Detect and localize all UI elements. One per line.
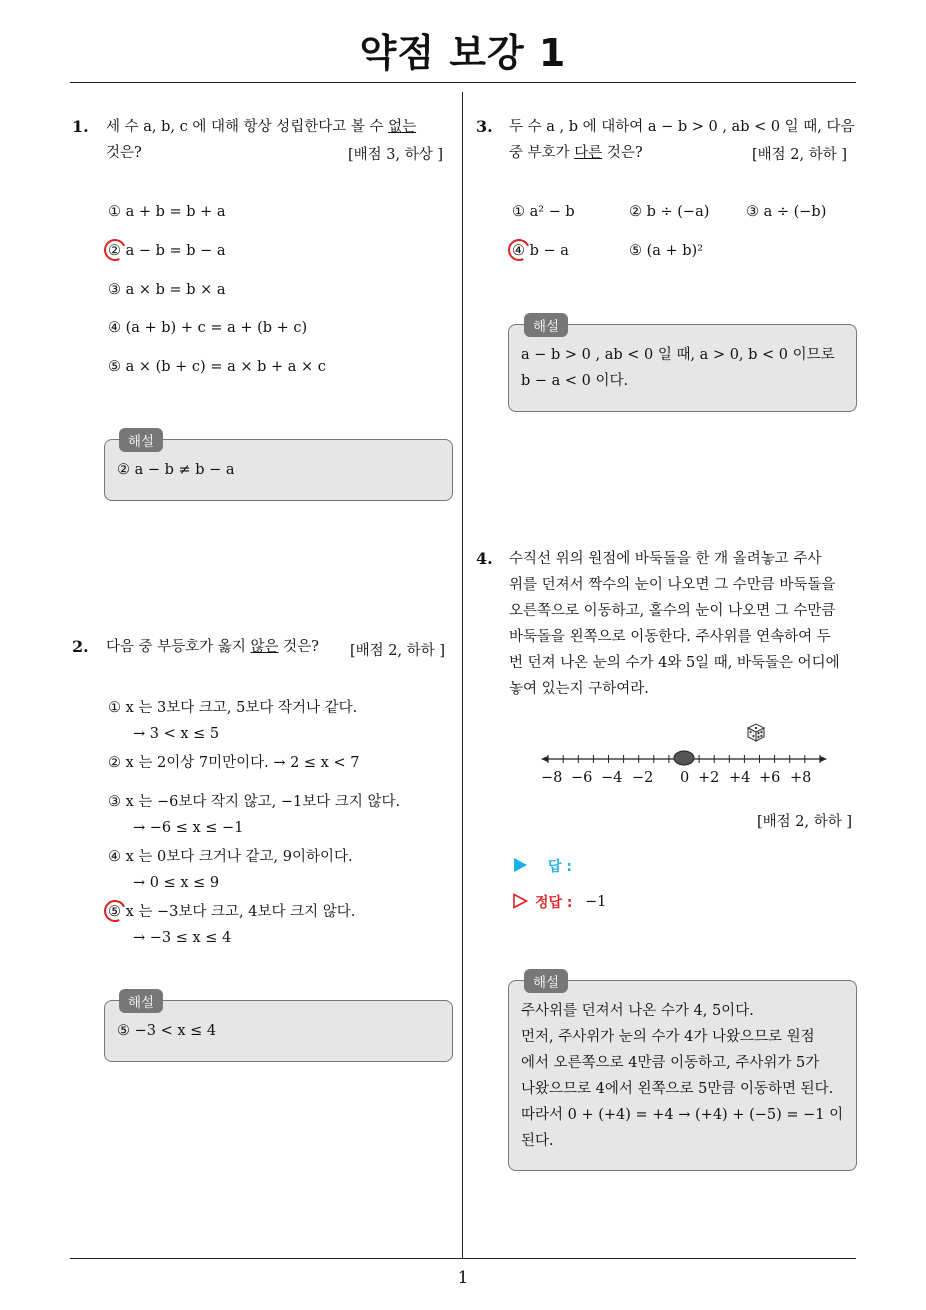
q4-text-line6: 놓여 있는지 구하여라. [509, 681, 649, 697]
q4-number: 4. [476, 549, 493, 568]
q3-meta: [배점 2, 하하 ] [752, 147, 848, 163]
q2-number: 2. [72, 637, 89, 656]
q3-choice-3[interactable]: ③ a ÷ (−b) [746, 204, 827, 220]
q4-solution-tag: 해설 [524, 969, 568, 993]
q1-number: 1. [72, 117, 89, 136]
q2-choice-1-result: → 3 < x ≤ 5 [133, 726, 220, 742]
q2-text-b: 것은? [278, 639, 319, 655]
footer-rule [70, 1258, 856, 1259]
q3-solution-line1: a − b > 0 , ab < 0 일 때, a > 0, b < 0 이므로 [521, 347, 835, 363]
q4-meta: [배점 2, 하하 ] [757, 814, 853, 830]
q3-text-a: 중 부호가 [509, 145, 575, 161]
q3-number: 3. [476, 117, 493, 136]
q3-choice-2[interactable]: ② b ÷ (−a) [629, 204, 710, 220]
q2-text [106, 634, 319, 660]
q2-solution-text: ⑤ −3 < x ≤ 4 [117, 1023, 217, 1039]
q1-choice-2[interactable]: ② a − b = b − a [108, 243, 226, 259]
q1-choice-4[interactable]: ④ (a + b) + c = a + (b + c) [108, 320, 308, 336]
tick-label: +6 [759, 770, 781, 786]
page-title: 약점 보강 1 [359, 31, 567, 75]
correct-answer-value: −1 [585, 894, 607, 910]
q2-meta: [배점 2, 하하 ] [350, 643, 446, 659]
q4-solution-line2: 먼저, 주사위가 눈의 수가 4가 나왔으므로 원점 [521, 1029, 815, 1045]
correct-arrow-icon [512, 893, 528, 909]
q2-choice-4-result: → 0 ≤ x ≤ 9 [133, 875, 220, 891]
q3-choice-4[interactable]: ④ b − a [512, 243, 569, 259]
q1-text-a: 세 수 a, b, c 에 대해 항상 성립한다고 볼 수 [106, 119, 389, 135]
tick-label: −8 [541, 770, 563, 786]
answer-arrow-icon [512, 857, 528, 873]
tick-label: +8 [790, 770, 812, 786]
q1-choice-1[interactable]: ① a + b = b + a [108, 204, 226, 220]
q1-choice-5[interactable]: ⑤ a × (b + c) = a × b + a × c [108, 359, 326, 375]
tick-label: +2 [698, 770, 720, 786]
page-number: 1 [457, 1268, 469, 1288]
correct-answer-label: 정답 : [535, 895, 573, 911]
q1-meta: [배점 3, 하상 ] [348, 147, 444, 163]
q4-text-line3: 오른쪽으로 이동하고, 홀수의 눈이 나오면 그 수만큼 [509, 603, 836, 619]
tick-label: 0 [680, 770, 690, 786]
q2-choice-5[interactable]: ⑤ x 는 −3보다 크고, 4보다 크지 않다. [108, 904, 356, 920]
column-divider [462, 92, 463, 1258]
q3-choice-5[interactable]: ⑤ (a + b)² [629, 243, 704, 259]
q1-text-b: 것은? [106, 145, 142, 161]
q2-choice-4[interactable]: ④ x 는 0보다 크거나 같고, 9이하이다. [108, 849, 353, 865]
q4-text [509, 546, 861, 702]
dice-icon [746, 722, 766, 742]
q2-choice-5-result: → −3 ≤ x ≤ 4 [133, 930, 232, 946]
answer-input[interactable] [580, 854, 850, 876]
q1-text-underlined: 없는 [388, 119, 417, 135]
q2-choice-1[interactable]: ① x 는 3보다 크고, 5보다 작거나 같다. [108, 700, 358, 716]
q2-choice-3-result: → −6 ≤ x ≤ −1 [133, 820, 244, 836]
q4-text-line5: 번 던져 나온 눈의 수가 4와 5일 때, 바둑돌은 어디에 [509, 655, 840, 671]
q1-solution-tag: 해설 [119, 428, 163, 452]
q3-solution-tag: 해설 [524, 313, 568, 337]
q3-text-b: 것은? [602, 145, 643, 161]
q4-solution-line3: 에서 오른쪽으로 4만큼 이동하고, 주사위가 5가 [521, 1055, 820, 1071]
q2-choice-3[interactable]: ③ x 는 −6보다 작지 않고, −1보다 크지 않다. [108, 794, 401, 810]
q4-solution-text [521, 998, 851, 1154]
tick-label: −2 [632, 770, 654, 786]
q3-text-line1: 두 수 a , b 에 대하여 a − b > 0 , ab < 0 일 때, 다음 [509, 119, 855, 135]
q2-text-underlined: 않은 [250, 639, 279, 655]
q3-solution-box [508, 324, 857, 412]
number-line [540, 746, 830, 766]
q3-text-underlined: 다른 [574, 145, 603, 161]
q3-choice-1[interactable]: ① a² − b [512, 204, 575, 220]
q4-solution-line6: 된다. [521, 1133, 554, 1149]
go-stone [674, 751, 694, 765]
q1-choice-3[interactable]: ③ a × b = b × a [108, 282, 226, 298]
q4-text-line4: 바둑돌을 왼쪽으로 이동한다. 주사위를 연속하여 두 [509, 629, 831, 645]
q4-solution-line1: 주사위를 던져서 나온 수가 4, 5이다. [521, 1003, 754, 1019]
tick-label: −4 [601, 770, 623, 786]
q4-text-line1: 수직선 위의 원점에 바둑돌을 한 개 올려놓고 주사 [509, 551, 822, 567]
header-rule [70, 82, 856, 83]
tick-label: −6 [571, 770, 593, 786]
number-line-labels [540, 767, 830, 787]
q1-solution-text: ② a − b ≠ b − a [117, 462, 235, 478]
q4-text-line2: 위를 던져서 짝수의 눈이 나오면 그 수만큼 바둑돌을 [509, 577, 836, 593]
q4-solution-line5: 따라서 0 + (+4) = +4 → (+4) + (−5) = −1 이 [521, 1107, 844, 1123]
answer-label: 답 : [548, 859, 572, 875]
q4-solution-box [508, 980, 857, 1171]
q2-choice-2[interactable]: ② x 는 2이상 7미만이다. → 2 ≤ x < 7 [108, 755, 360, 771]
q3-solution-line2: b − a < 0 이다. [521, 373, 629, 389]
tick-label: +4 [729, 770, 751, 786]
q4-solution-line4: 나왔으므로 4에서 왼쪽으로 5만큼 이동하면 된다. [521, 1081, 834, 1097]
q2-solution-tag: 해설 [119, 989, 163, 1013]
q2-text-a: 다음 중 부등호가 옳지 [106, 639, 251, 655]
